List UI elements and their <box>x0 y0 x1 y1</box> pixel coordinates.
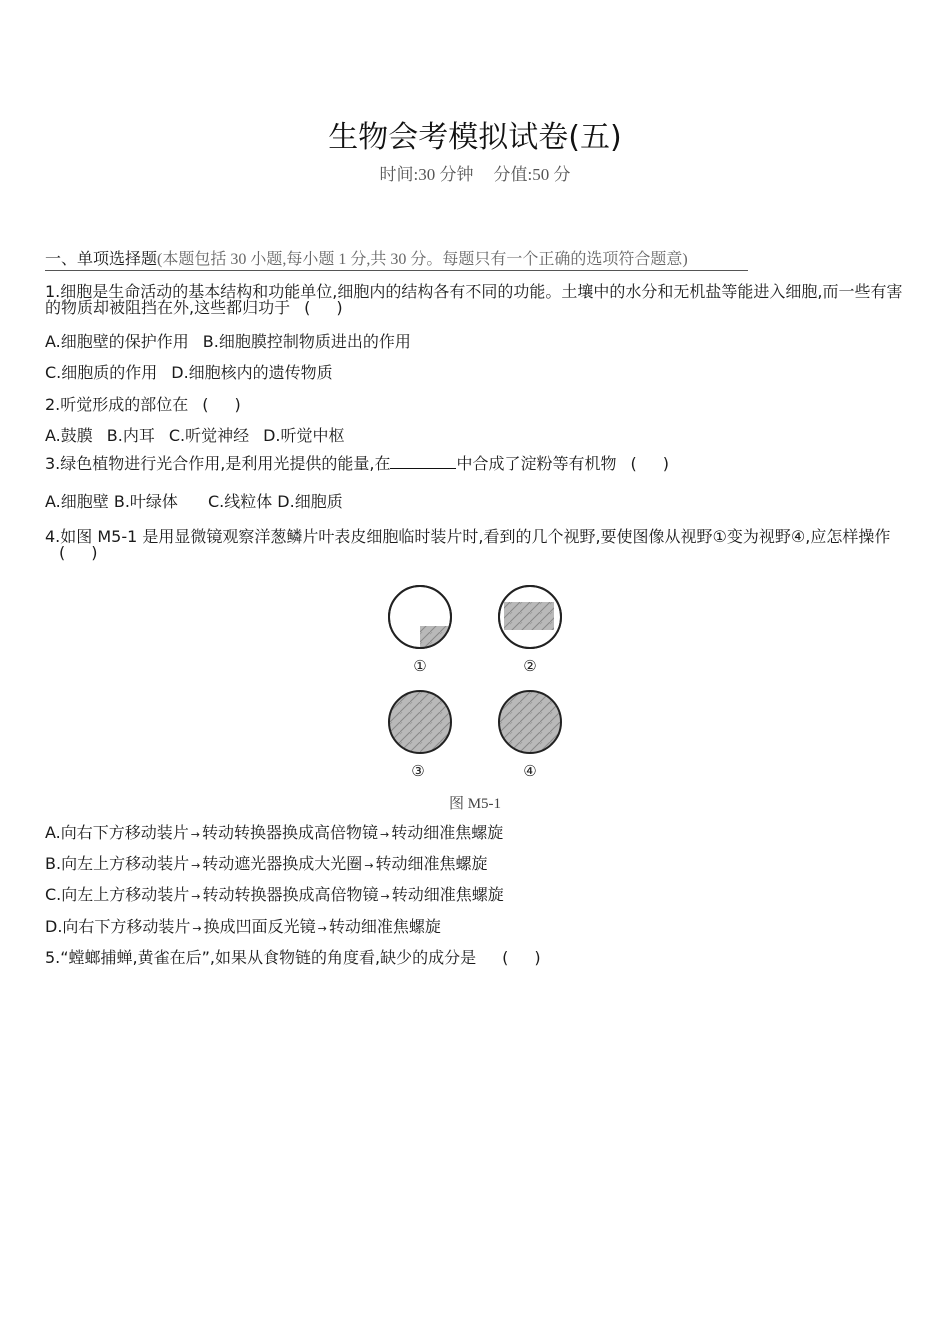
question-4-option-a: A.向右下方移动装片 → 转动转换器换成高倍物镜 → 转动细准焦螺旋 <box>45 823 504 842</box>
question-2-options <box>45 426 345 446</box>
question-4-option-c: C.向左上方移动装片 → 转动转换器换成高倍物镜 → 转动细准焦螺旋 <box>45 885 504 904</box>
field-label-3: ③ <box>411 762 425 780</box>
section-title: 一、单项选择题 <box>45 249 158 268</box>
exam-score: 分值:50 分 <box>493 165 571 184</box>
option-d: D.细胞质 <box>277 492 343 511</box>
question-3-options <box>45 492 343 512</box>
option-c: C.线粒体 <box>207 492 273 511</box>
answer-paren: ( ) <box>304 298 343 317</box>
exam-info <box>0 160 950 185</box>
option-c: C.听觉神经 <box>168 426 250 445</box>
option-a: A.鼓膜 <box>45 426 93 445</box>
question-3-stem: 3.绿色植物进行光合作用,是利用光提供的能量,在 中合成了淀粉等有机物 ( ) <box>45 454 669 473</box>
question-4-option-b: B.向左上方移动装片 → 转动遮光器换成大光圈 → 转动细准焦螺旋 <box>45 854 488 873</box>
answer-paren: ( ) <box>202 395 241 414</box>
field-label-1: ① <box>413 657 427 675</box>
question-4-option-d: D.向右下方移动装片 → 换成凹面反光镜 → 转动细准焦螺旋 <box>45 917 441 936</box>
answer-paren: ( ) <box>59 543 98 562</box>
figure-caption: 图 M5-1 <box>448 796 502 812</box>
option-a: A.细胞壁 <box>45 492 109 511</box>
field-2 <box>499 586 561 648</box>
option-d: D.听觉中枢 <box>263 426 345 445</box>
exam-time: 时间:30 分钟 <box>379 165 474 184</box>
option-d: D.细胞核内的遗传物质 <box>171 363 333 382</box>
answer-paren: ( ) <box>630 454 669 473</box>
section-heading <box>45 246 748 271</box>
section-note: (本题包括 30 小题,每小题 1 分,共 30 分。每题只有一个正确的选项符合题意) <box>157 251 688 268</box>
question-2-stem: 2.听觉形成的部位在 ( ) <box>45 395 241 414</box>
question-1-options-cd <box>45 363 333 383</box>
option-c: C.细胞质的作用 <box>45 363 158 382</box>
field-1 <box>389 586 454 656</box>
page-title: 生物会考模拟试卷(五) <box>328 120 622 155</box>
question-1-stem: 1.细胞是生命活动的基本结构和功能单位,细胞内的结构各有不同的功能。土壤中的水分和无机盐等能进入细胞,而一些有害的物质却被阻挡在外,这些都归功于 ( ) <box>45 282 903 317</box>
field-label-4: ④ <box>523 762 537 780</box>
option-b: B.内耳 <box>106 426 155 445</box>
question-4-stem: 4.如图 M5-1 是用显微镜观察洋葱鳞片叶表皮细胞临时装片时,看到的几个视野,要使图像从视野①变为视野④,应怎样操作( ) <box>45 527 891 562</box>
option-a: A.细胞壁的保护作用 <box>45 332 189 351</box>
question-5-stem: 5.“螳螂捕蝉,黄雀在后”,如果从食物链的角度看,缺少的成分是 ( ) <box>45 948 541 967</box>
fill-blank <box>390 454 456 469</box>
field-3 <box>389 691 451 753</box>
answer-paren: ( ) <box>502 948 541 967</box>
question-1-options-ab <box>45 332 411 352</box>
option-b: B.细胞膜控制物质进出的作用 <box>202 332 411 351</box>
field-4 <box>499 691 561 753</box>
microscope-fields-figure <box>380 582 570 782</box>
option-b: B.叶绿体 <box>113 492 178 511</box>
field-label-2: ② <box>523 657 537 675</box>
